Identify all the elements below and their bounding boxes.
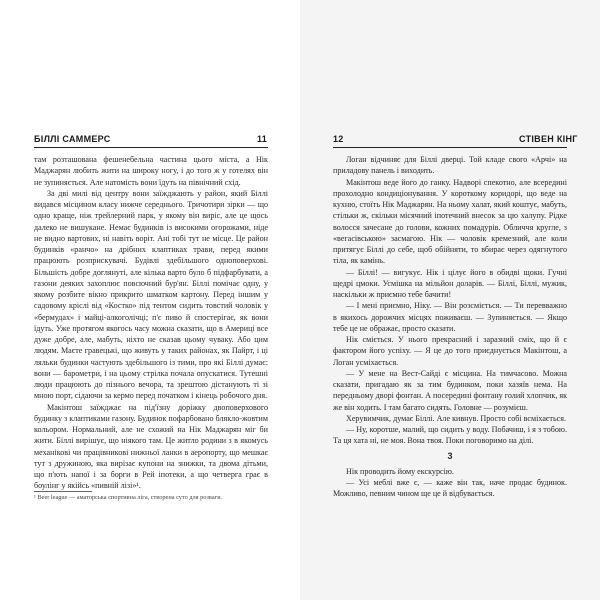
left-paragraph-3: Макінтош заїжджає на під'їзну доріжку двоповерхового будинку з клаптиками газону. Будинок пофарбовано блякло-жовтим кольором. Нормальний, але не схожий на Нік Маджарян міг би жити. Біллі вирішує, що ніякого там. Це житло родини з в якомусь механікові чи працівникові нижньої ланки в аеропорту, що мешкає тут з дружиною, яка вирізає купони на знижки, та двома дітьми, що п'ють напої і за борги в Рей іпотеки, а що четверга грає в боулінг у якійсь «пивній лізі»¹. [34,402,268,491]
left-running-head: БІЛЛІ САММЕРС [34,134,111,144]
right-paragraph-1: Логан відчиняє для Біллі дверці. Той кладе свого «Арчі» на приладову панель і виходить. [333,155,567,176]
right-paragraph-9: Нік проводить йому екскурсію. [346,466,454,476]
left-header-rule [34,147,268,148]
right-paragraph-4: — І мені приємно, Ніку. — Він розсміється. — Ти перевважно в якихось дорожчих місцях поживаєш. — Зупиняється. — Якщо тебе це не ображає, просто сказати. [333,301,567,333]
right-running-head: СТІВЕН КІНГ [519,134,578,144]
right-page-number: 12 [333,134,344,144]
chapter-number: 3 [447,450,453,461]
right-paragraph-7: Херувимчик, думає Біллі. Але кивнув. Просто собі всміхається. [346,413,566,423]
left-body [34,154,268,492]
right-paragraph-8: — Ну, коротше, малий, що сидить у воду. Побачиш, і я з тобою. Та ця хата ні, не моя. Вона твоя. Поки поговоримо на ділі. [333,425,567,446]
right-paragraph-3: — Біллі! — вигукує. Нік і цілує його в обидві щоки. Гучні щедрі цмоки. Усмішка на мільйон доларів. — Біллі, Біллі, мужик, наскільки ж приємно тебе бачити! [333,267,567,299]
left-paragraph-2: За дві милі від центру вони заїжджають у район, який Біллі видався місцином класу нижче середнього. Тричотири зірки — що одно краще, ніж трейлерний парк, у якому він виріс, але це щось далеко не вишукане. Немає будинків із високими огорожами, ніде не видно вартових, ні навіть воріт. Ані тобі тут не місце. Це район будинків «ранчо» на дрібних клаптиках трави, перед якими працюють розприскувачі. Будівлі здебільшого одноповерхові. Більшість добре доглянуті, але кілька варто було б підфарбувати, а газони деяких захоплює повсючний бур'ян. Біллі помічає одну, у якому розбите вікно прикрито шматком картону. Перед іншим у садовому кріслі від «Костко» під тентом сидить товстий чоловік у «бермудах» і майці-алкоголічці; п'є пиво й спостерігає, як вони їдуть. Уже протягом якогось часу можна сказати, що в Америці все дуже добре, але, мабуть, ніхто не сказав цьому чуваку. Або цим людям. Маєте гравецькі, що живуть у таких районах, як Пайрт, і ці ляльки будинки частують здебільшого із тими, про які Біллі думає: вони — барометри, і на цьому стрілка почала опускатися. Тутешні люди працюють до пізнього вечора, та зрештою дістанують ті зі мною порт, сідаючи за кермо перед початком і кінець робочого дня. [34,188,268,401]
left-page-number: 11 [257,134,268,144]
right-paragraph-2: Макінтош веде його до ганку. Надворі спекотно, але всередині прохолодно кондиціонування. У короткому коридорі, що веде на кухню, стоїть Нік Маджарян. На ньому халат, який коштує, мабуть, стільки ж, скільки місячний іпотечний внесок за цю халупу. Рідке волосся зачесане до голови, кожних помадурів. Обличчя кругле, з «вегасівською» засмагою. Нік — чоловік кремезний, але коли притягує Біллі до себе, щоб обійняти, то вбирає через одягнутого тіла, як камінь. [333,177,567,266]
right-paragraph-5: Нік сміється. У нього прекрасний і заразний сміх, що й є фактором його успіху. — Я це до того приєднується Макінтош, а Логан усміхається. [333,335,567,367]
right-paragraph-6: — У мене на Вест-Сайді є місцина. На тимчасово. Можна сказати, пригадаю як за тим будинком, поки хазяїв нема. На передньому дворі фонтан. А посередині фонтану голий хлопчик, як же він ходить. І там багато сидять. Головне — розумієш. [333,368,568,412]
footnote: ¹ Beer league — аматорська спортивна ліга, створена суто для розваги. [34,494,223,501]
footnote-rule [34,491,92,492]
right-body [333,154,567,500]
right-header-rule [333,147,567,148]
left-paragraph-1: там розташована фешенебельна частина цього міста, а Нік Маджарян любить жити на широку ногу, і до того ж у готелях він не зупиняється. Але натомість вони їдуть на північний схід. [34,155,268,187]
right-page [300,0,600,600]
right-paragraph-10: — Усі меблі вже є, — каже він так, наче продає будинок. Можливо, певним чином ще це й відбувається. [333,478,567,499]
